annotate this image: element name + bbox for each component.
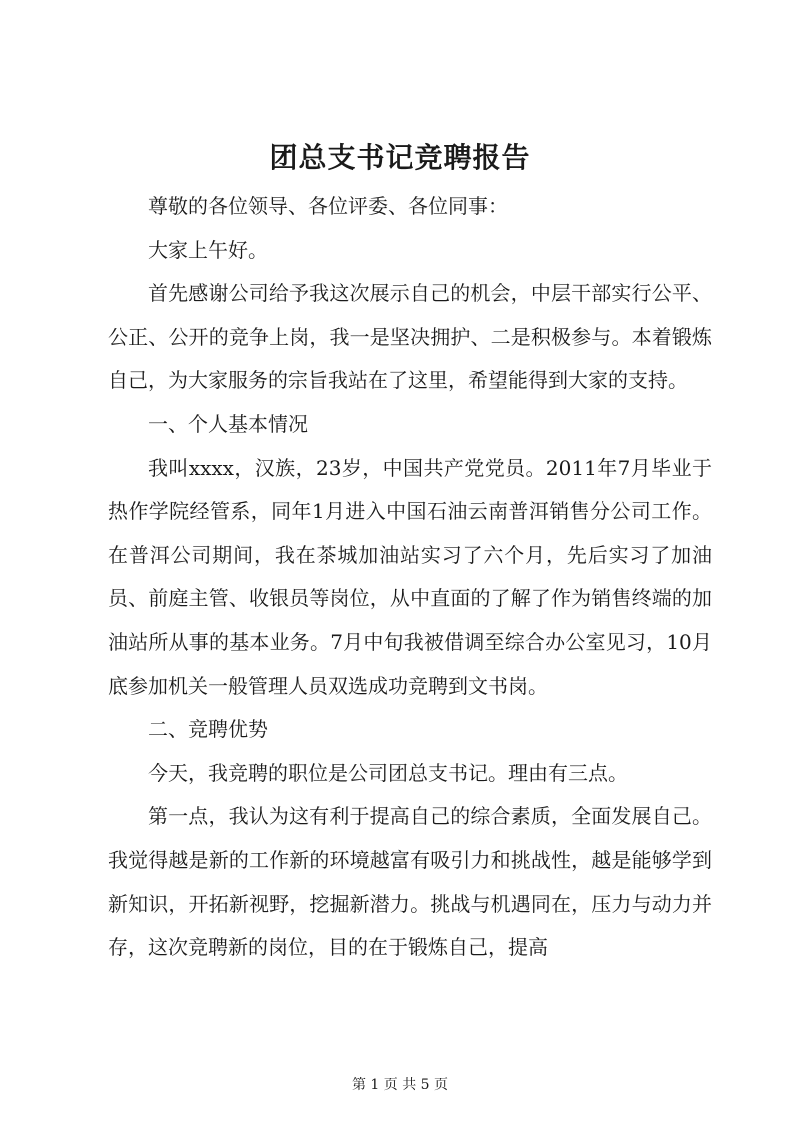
page-footer: 第 1 页 共 5 页 xyxy=(351,1077,449,1093)
paragraph-salutation: 大家上午好。 xyxy=(148,237,268,262)
paragraph-personal-info: 我叫xxxx，汉族，23岁，中国共产党党员。2011年7月毕业于热作学院经管系，同年1月进入中国石油云南普洱销售分公司工作。在普洱公司期间，我在茶城加油站实习了六个月，先后实习了加油员、前庭主管、收银员等岗位，从中直面的了解了作为销售终端的加油站所从事的基本业务。7月中旬我被借调至综合办公室见习，10月底参加机关一般管理人员双选成功竞聘到文书岗。 xyxy=(108,455,712,698)
document-title: 团总支书记竞聘报告 xyxy=(269,141,531,174)
section-heading-advantages: 二、竞聘优势 xyxy=(148,717,268,742)
paragraph-first-point: 第一点，我认为这有利于提高自己的综合素质，全面发展自己。我觉得越是新的工作新的环境越富有吸引力和挑战性，越是能够学到新知识，开拓新视野，挖掘新潜力。挑战与机遇同在，压力与动力并存，这次竞聘新的岗位，目的在于锻炼自己，提高 xyxy=(108,804,712,960)
paragraph-position: 今天，我竞聘的职位是公司团总支书记。理由有三点。 xyxy=(148,760,628,785)
document-body xyxy=(108,185,712,970)
paragraph-intro: 首先感谢公司给予我这次展示自己的机会，中层干部实行公平、公正、公开的竞争上岗，我一是坚决拥护、二是积极参与。本着锻炼自己，为大家服务的宗旨我站在了这里，希望能得到大家的支持。 xyxy=(108,281,712,393)
section-heading-personal-info: 一、个人基本情况 xyxy=(148,411,308,436)
paragraph-greeting: 尊敬的各位领导、各位评委、各位同事： xyxy=(148,194,508,218)
